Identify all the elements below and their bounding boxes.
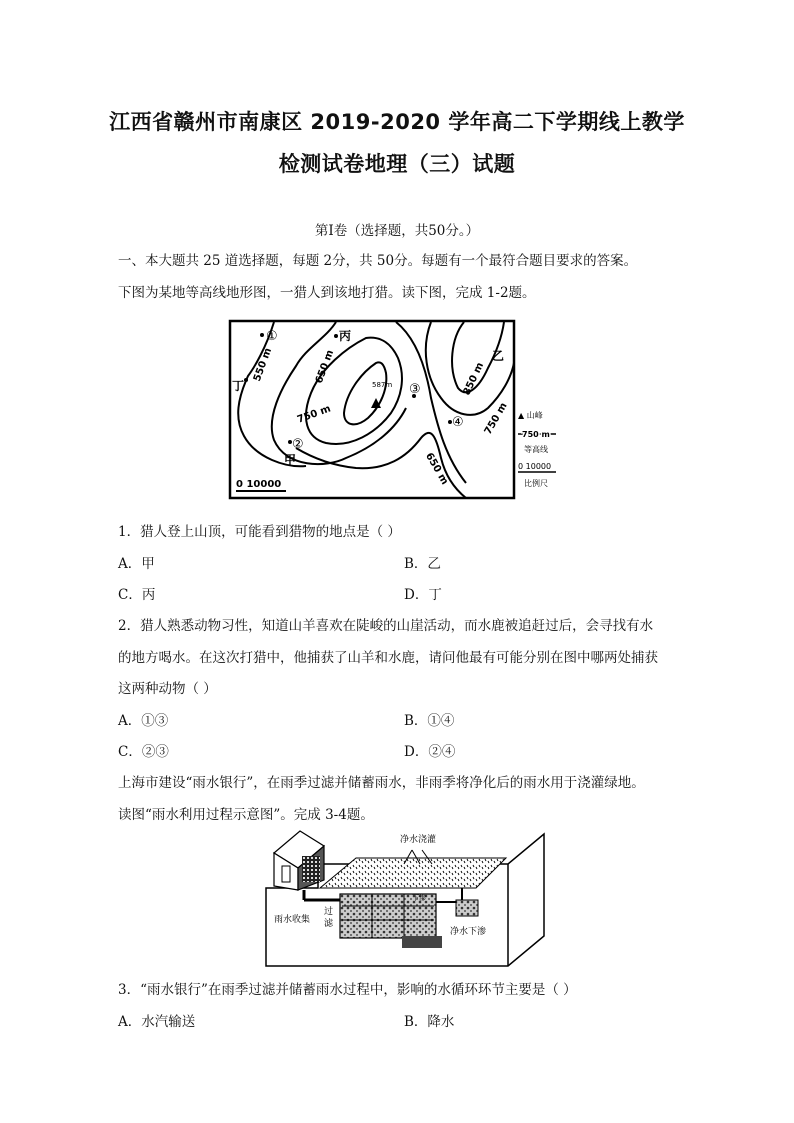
section-heading: 第Ⅰ卷（选择题，共50分。） [314, 223, 480, 239]
contour-label-6: 650 m [423, 451, 450, 487]
q2-option-a: A．①③ [118, 713, 169, 729]
label-infiltrate: 净水下渗 [450, 927, 487, 937]
contour-label-4: 850 m [461, 360, 487, 398]
rainwater-diagram-figure [262, 828, 548, 970]
map-point-yi: 乙 [492, 349, 505, 363]
contour-label-1: 550 m [251, 346, 275, 384]
contour-label-3: 750 m [295, 403, 333, 426]
contour-map-figure [226, 318, 566, 502]
map-point-jia: 甲 [284, 453, 297, 467]
label-collect: 雨水收集 [274, 915, 311, 925]
map-point-4: ④ [452, 415, 464, 430]
q3-option-b: B．降水 [404, 1014, 455, 1030]
q1-option-a: A．甲 [118, 556, 155, 572]
q3-stem: 3．“雨水银行”在雨季过滤并储蓄雨水过程中，影响的水循环环节主要是（ ） [118, 982, 577, 998]
legend-peak: ▲ 山峰 [518, 411, 543, 420]
q2-stem-line3: 这两种动物（ ） [118, 681, 217, 697]
q2-option-c: C．②③ [118, 744, 169, 760]
map-point-ding: 丁 [232, 379, 245, 393]
map-point-bing: 丙 [339, 329, 352, 343]
document-title-line1: 江西省赣州市南康区 2019-2020 学年高二下学期线上教学 [109, 110, 685, 134]
document-title-line2: 检测试卷地理（三）试题 [278, 152, 516, 176]
q1-option-c: C．丙 [118, 587, 156, 603]
q2-stem-line2: 的地方喝水。在这次打猎中，他捕获了山羊和水鹿，请问他最有可能分别在图中哪两处捕获 [118, 650, 658, 666]
q3-4-intro-line2: 读图“雨水利用过程示意图”。完成 3-4题。 [118, 807, 374, 823]
q3-4-intro-line1: 上海市建设“雨水银行”，在雨季过滤并储蓄雨水，非雨季将净化后的雨水用于浇灌绿地。 [118, 775, 645, 791]
q2-stem-line1: 2．猎人熟悉动物习性，知道山羊喜欢在陡峻的山崖活动，而水鹿被追赶过后，会寻找有水 [118, 618, 654, 634]
contour-label-2: 650 m [313, 348, 337, 386]
legend-contour-text: 等高线 [524, 445, 548, 454]
contour-label-5: 750 m [482, 401, 510, 437]
legend-scale-text: 比例尺 [524, 479, 548, 488]
peak-elevation-label: 587m [372, 381, 393, 389]
q1-option-d: D．丁 [404, 587, 442, 603]
map-point-2: ② [292, 437, 304, 452]
map-point-1: ① [266, 329, 278, 344]
label-filter-1: 过 [324, 907, 334, 917]
q2-option-b: B．①④ [404, 713, 455, 729]
label-filter-2: 滤 [324, 919, 334, 929]
map-scale-label: 0 10000 [236, 479, 282, 490]
question-intro-1-2: 下图为某地等高线地形图，一猎人到该地打猎。读下图，完成 1-2题。 [118, 285, 536, 301]
legend-scale-value: 0 10000 [518, 462, 552, 471]
q1-stem: 1．猎人登上山顶，可能看到猎物的地点是（ ） [118, 524, 401, 540]
q2-option-d: D．②④ [404, 744, 456, 760]
section-instructions: 一、本大题共 25 道选择题，每题 2分，共 50分。每题有一个最符合题目要求的答案。 [118, 253, 638, 269]
map-frame [230, 321, 514, 498]
house-icon [274, 831, 324, 890]
legend-contour-value: 750 m [522, 430, 550, 439]
q1-option-b: B．乙 [404, 556, 441, 572]
q3-option-a: A．水汽输送 [118, 1014, 196, 1030]
map-point-3: ③ [409, 382, 421, 397]
label-infiltrate-small: 下渗 [412, 894, 426, 902]
label-irrigate: 净水浇灌 [400, 835, 437, 845]
